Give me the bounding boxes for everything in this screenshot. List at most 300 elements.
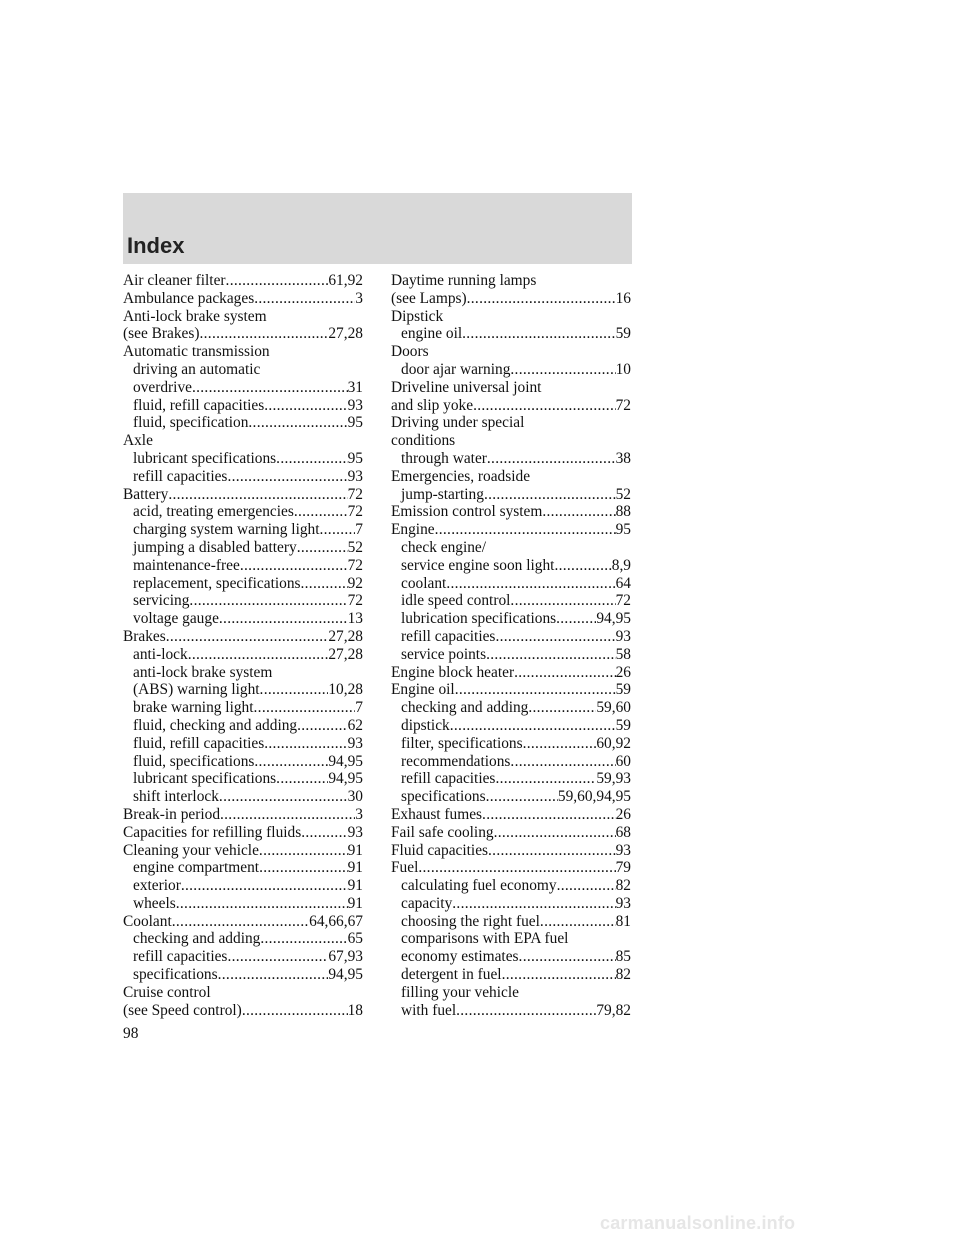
watermark-text: carmanualsonline.info xyxy=(600,1213,796,1233)
index-entry-pages: 95 xyxy=(347,414,363,432)
index-entry xyxy=(123,503,363,521)
index-entry xyxy=(391,557,631,575)
dot-leader xyxy=(467,290,616,308)
dot-leader xyxy=(488,842,616,860)
index-entry-text: economy estimates xyxy=(401,948,519,966)
index-entry-pages: 59,93 xyxy=(596,770,631,788)
index-entry-text: (see Lamps) xyxy=(391,289,467,307)
dot-leader xyxy=(473,397,616,415)
index-entry xyxy=(123,575,363,593)
index-entry xyxy=(391,397,631,415)
dot-leader xyxy=(482,806,616,824)
index-entry xyxy=(391,806,631,824)
index-entry-pages: 16 xyxy=(615,289,631,307)
index-entry xyxy=(391,450,631,468)
index-entry xyxy=(123,948,363,966)
dot-leader xyxy=(435,521,616,539)
index-entry-text: anti-lock brake system xyxy=(133,663,273,681)
index-entry xyxy=(391,664,631,682)
index-column-left xyxy=(123,272,363,1019)
index-entry-text: lubrication specifications xyxy=(401,610,557,628)
index-entry-text: refill capacities xyxy=(133,948,228,966)
index-entry xyxy=(123,895,363,913)
index-entry xyxy=(123,788,363,806)
dot-leader xyxy=(168,486,347,504)
index-entry xyxy=(391,343,631,361)
dot-leader xyxy=(259,842,348,860)
dot-leader xyxy=(227,948,328,966)
index-entry xyxy=(123,859,363,877)
index-entry xyxy=(123,539,363,557)
index-entry xyxy=(391,646,631,664)
dot-leader xyxy=(260,930,347,948)
index-entry xyxy=(391,325,631,343)
index-entry-pages: 27,28 xyxy=(328,645,363,663)
index-entry-text: specifications xyxy=(133,966,218,984)
index-entry xyxy=(391,272,631,290)
index-entry-pages: 94,95 xyxy=(328,752,363,770)
dot-leader xyxy=(254,290,355,308)
index-entry-pages: 59 xyxy=(615,325,631,343)
index-entry-text: capacity xyxy=(401,894,453,912)
index-entry xyxy=(391,753,631,771)
index-entry-text: engine compartment xyxy=(133,859,260,877)
dot-leader xyxy=(523,735,597,753)
index-entry-text: coolant xyxy=(401,574,447,592)
dot-leader xyxy=(166,628,329,646)
index-entry-text: Engine block heater xyxy=(391,663,515,681)
section-header-band xyxy=(123,193,632,264)
index-entry-text: Capacities for refilling fluids xyxy=(123,823,302,841)
dot-leader xyxy=(192,379,348,397)
index-entry-text: and slip yoke xyxy=(391,396,474,414)
index-entry-text: lubricant specifications xyxy=(133,449,277,467)
index-entry-text: engine oil xyxy=(401,325,463,343)
index-entry-text: Fuel xyxy=(391,859,419,877)
index-entry-text: dipstick xyxy=(401,716,450,734)
index-entry xyxy=(391,859,631,877)
index-entry-text: Anti-lock brake system xyxy=(123,307,267,325)
index-entry xyxy=(391,930,631,948)
dot-leader xyxy=(502,966,616,984)
index-entry-text: Emission control system xyxy=(391,503,543,521)
index-entry-pages: 3 xyxy=(355,805,363,823)
dot-leader xyxy=(556,610,596,628)
dot-leader xyxy=(264,397,347,415)
index-entry xyxy=(391,842,631,860)
index-entry xyxy=(123,966,363,984)
dot-leader xyxy=(510,361,615,379)
index-entry-pages: 94,95 xyxy=(328,770,363,788)
index-entry-pages: 94,95 xyxy=(596,610,631,628)
dot-leader xyxy=(297,539,348,557)
index-entry xyxy=(123,842,363,860)
index-entry-pages: 91 xyxy=(347,877,363,895)
index-entry-pages: 72 xyxy=(347,556,363,574)
index-entry-pages: 10 xyxy=(615,360,631,378)
index-entry-pages: 79,82 xyxy=(596,1001,631,1019)
index-entry xyxy=(123,1002,363,1020)
index-entry xyxy=(123,646,363,664)
index-entry-text: Emergencies, roadside xyxy=(391,467,531,485)
index-entry-text: voltage gauge xyxy=(133,610,219,628)
dot-leader xyxy=(200,325,329,343)
index-entry-pages: 72 xyxy=(347,485,363,503)
index-entry-text: (see Brakes) xyxy=(123,325,200,343)
index-entry xyxy=(391,521,631,539)
dot-leader xyxy=(254,699,356,717)
dot-leader xyxy=(297,717,347,735)
index-entry-text: overdrive xyxy=(133,378,192,396)
index-entry xyxy=(123,877,363,895)
index-entry-pages: 7 xyxy=(355,521,363,539)
dot-leader xyxy=(240,557,348,575)
index-entry-text: Air cleaner filter xyxy=(123,272,226,289)
index-entry-text: Fluid capacities xyxy=(391,841,489,859)
index-entry-text: charging system warning light xyxy=(133,521,320,539)
index-entry xyxy=(123,272,363,290)
index-entry xyxy=(391,1002,631,1020)
index-entry-text: Ambulance packages xyxy=(123,289,255,307)
index-entry-text: Brakes xyxy=(123,627,166,645)
index-entry-text: fluid, refill capacities xyxy=(133,734,265,752)
dot-leader xyxy=(452,895,615,913)
index-entry-pages: 95 xyxy=(615,521,631,539)
index-entry-text: filling your vehicle xyxy=(401,983,519,1001)
dot-leader xyxy=(510,753,615,771)
dot-leader xyxy=(172,913,309,931)
dot-leader xyxy=(450,717,616,735)
index-entry xyxy=(123,984,363,1002)
index-entry-text: (see Speed control) xyxy=(123,1001,242,1019)
index-entry-text: Daytime running lamps xyxy=(391,272,537,289)
index-entry-text: Automatic transmission xyxy=(123,343,270,361)
index-entry-pages: 64,66,67 xyxy=(309,912,363,930)
index-entry-pages: 91 xyxy=(347,859,363,877)
index-entry-text: Driving under special xyxy=(391,414,525,432)
index-entry-text: Engine oil xyxy=(391,681,455,699)
dot-leader xyxy=(484,486,616,504)
index-entry-text: with fuel xyxy=(401,1001,457,1019)
index-entry xyxy=(123,361,363,379)
index-entry-text: service engine soon light xyxy=(401,556,555,574)
index-entry-text: maintenance-free xyxy=(133,556,240,574)
index-entry xyxy=(123,913,363,931)
index-entry-pages: 59 xyxy=(615,716,631,734)
index-entry xyxy=(123,397,363,415)
index-entry-text: replacement, specifications xyxy=(133,574,301,592)
dot-leader xyxy=(418,859,615,877)
index-entry xyxy=(391,735,631,753)
index-entry xyxy=(123,486,363,504)
section-title: Index xyxy=(127,233,185,258)
index-entry-pages: 60,92 xyxy=(596,734,631,752)
index-entry xyxy=(123,468,363,486)
index-entry-text: Break-in period xyxy=(123,805,221,823)
dot-leader xyxy=(218,966,329,984)
index-entry-text: Exhaust fumes xyxy=(391,805,483,823)
index-entry-text: acid, treating emergencies xyxy=(133,503,294,521)
dot-leader xyxy=(276,770,328,788)
index-entry xyxy=(391,966,631,984)
index-entry xyxy=(391,770,631,788)
page-number: 98 xyxy=(123,1025,139,1042)
index-entry-text: fluid, checking and adding xyxy=(133,716,298,734)
index-entry xyxy=(391,948,631,966)
index-entry-pages: 93 xyxy=(615,627,631,645)
dot-leader xyxy=(494,824,616,842)
index-entry-pages: 93 xyxy=(615,894,631,912)
index-entry xyxy=(391,290,631,308)
index-entry xyxy=(391,877,631,895)
index-entry-pages: 85 xyxy=(615,948,631,966)
dot-leader xyxy=(456,1002,596,1020)
index-entry-text: fluid, refill capacities xyxy=(133,396,265,414)
dot-leader xyxy=(487,450,616,468)
index-entry-text: Driveline universal joint xyxy=(391,378,542,396)
dot-leader xyxy=(301,575,348,593)
dot-leader xyxy=(248,414,347,432)
dot-leader xyxy=(219,610,348,628)
index-entry-text: Dipstick xyxy=(391,307,444,325)
index-entry xyxy=(123,930,363,948)
index-entry-text: servicing xyxy=(133,592,190,610)
dot-leader xyxy=(226,272,329,290)
index-entry-text: fluid, specification xyxy=(133,414,249,432)
dot-leader xyxy=(188,646,329,664)
index-entry-pages: 72 xyxy=(615,592,631,610)
index-entry-pages: 27,28 xyxy=(328,627,363,645)
index-entry-text: comparisons with EPA fuel xyxy=(401,930,569,948)
index-entry xyxy=(391,539,631,557)
index-entry-text: refill capacities xyxy=(401,627,496,645)
dot-leader xyxy=(254,753,328,771)
index-entry xyxy=(123,753,363,771)
index-entry xyxy=(123,699,363,717)
dot-leader xyxy=(176,895,348,913)
index-entry-pages: 72 xyxy=(347,503,363,521)
index-entry xyxy=(123,628,363,646)
dot-leader xyxy=(220,806,355,824)
index-entry-pages: 30 xyxy=(347,788,363,806)
dot-leader xyxy=(519,948,616,966)
dot-leader xyxy=(227,468,347,486)
index-entry-pages: 82 xyxy=(615,877,631,895)
index-entry xyxy=(391,699,631,717)
dot-leader xyxy=(260,681,329,699)
index-entry-text: jumping a disabled battery xyxy=(133,538,297,556)
index-entry xyxy=(391,984,631,1002)
index-entry xyxy=(123,414,363,432)
index-entry-text: jump-starting xyxy=(401,485,484,503)
index-entry-pages: 81 xyxy=(615,912,631,930)
dot-leader xyxy=(294,503,348,521)
index-entry-text: through water xyxy=(401,449,487,467)
index-entry xyxy=(123,664,363,682)
index-entry xyxy=(123,432,363,450)
index-entry-pages: 72 xyxy=(347,592,363,610)
index-entry-pages: 68 xyxy=(615,823,631,841)
index-entry xyxy=(123,824,363,842)
index-entry xyxy=(123,557,363,575)
index-entry-pages: 93 xyxy=(347,396,363,414)
index-entry xyxy=(391,486,631,504)
index-entry xyxy=(123,735,363,753)
index-entry xyxy=(391,610,631,628)
dot-leader xyxy=(219,788,348,806)
index-entry-pages: 26 xyxy=(615,805,631,823)
index-entry-text: choosing the right fuel xyxy=(401,912,540,930)
index-entry-pages: 18 xyxy=(347,1001,363,1019)
index-entry-pages: 93 xyxy=(347,734,363,752)
index-entry xyxy=(391,824,631,842)
index-entry xyxy=(391,681,631,699)
index-entry xyxy=(391,592,631,610)
index-entry-pages: 93 xyxy=(347,467,363,485)
index-entry xyxy=(123,806,363,824)
index-entry-text: driving an automatic xyxy=(133,360,261,378)
index-entry-text: Fail safe cooling xyxy=(391,823,494,841)
index-entry-text: Doors xyxy=(391,343,429,361)
index-entry-pages: 93 xyxy=(347,823,363,841)
dot-leader xyxy=(486,788,558,806)
dot-leader xyxy=(320,521,356,539)
index-entry-text: door ajar warning xyxy=(401,360,511,378)
dot-leader xyxy=(455,681,616,699)
index-entry-pages: 38 xyxy=(615,449,631,467)
index-entry xyxy=(391,432,631,450)
index-entry-pages: 62 xyxy=(347,716,363,734)
dot-leader xyxy=(554,557,611,575)
index-entry-text: recommendations xyxy=(401,752,511,770)
index-entry-text: filter, specifications xyxy=(401,734,523,752)
index-entry-text: Battery xyxy=(123,485,169,503)
index-entry-pages: 10,28 xyxy=(328,681,363,699)
index-entry-pages: 91 xyxy=(347,894,363,912)
index-entry-text: conditions xyxy=(391,432,456,450)
dot-leader xyxy=(181,877,348,895)
index-entry xyxy=(123,343,363,361)
dot-leader xyxy=(462,325,615,343)
dot-leader xyxy=(446,575,615,593)
index-entry xyxy=(123,521,363,539)
index-entry-pages: 60 xyxy=(615,752,631,770)
index-entry xyxy=(391,913,631,931)
index-entry xyxy=(391,628,631,646)
index-entry-text: brake warning light xyxy=(133,699,254,717)
index-entry-text: check engine/ xyxy=(401,538,487,556)
dot-leader xyxy=(486,646,616,664)
dot-leader xyxy=(528,699,596,717)
index-entry-text: Coolant xyxy=(123,912,172,930)
index-entry xyxy=(123,592,363,610)
index-entry-pages: 93 xyxy=(615,841,631,859)
index-entry xyxy=(391,468,631,486)
index-entry xyxy=(391,361,631,379)
dot-leader xyxy=(510,592,615,610)
index-entry-pages: 59 xyxy=(615,681,631,699)
index-entry xyxy=(123,308,363,326)
dot-leader xyxy=(540,913,616,931)
index-entry xyxy=(391,379,631,397)
index-entry-text: wheels xyxy=(133,894,176,912)
dot-leader xyxy=(259,859,348,877)
index-entry-text: service points xyxy=(401,645,487,663)
index-entry-pages: 91 xyxy=(347,841,363,859)
index-entry-text: checking and adding xyxy=(133,930,261,948)
index-column-right xyxy=(391,272,631,1019)
index-entry xyxy=(391,895,631,913)
index-entry-pages: 61,92 xyxy=(328,272,363,289)
index-entry xyxy=(123,610,363,628)
index-entry-pages: 79 xyxy=(615,859,631,877)
index-entry xyxy=(123,681,363,699)
index-entry-pages: 82 xyxy=(615,966,631,984)
index-entry-pages: 94,95 xyxy=(328,966,363,984)
index-entry-pages: 31 xyxy=(347,378,363,396)
dot-leader xyxy=(264,735,347,753)
index-entry-text: detergent in fuel xyxy=(401,966,502,984)
index-entry xyxy=(391,503,631,521)
index-entry-text: calculating fuel economy xyxy=(401,877,557,895)
index-entry xyxy=(123,450,363,468)
index-entry-pages: 67,93 xyxy=(328,948,363,966)
index-entry-pages: 58 xyxy=(615,645,631,663)
index-entry-pages: 27,28 xyxy=(328,325,363,343)
index-entry-text: Cleaning your vehicle xyxy=(123,841,259,859)
index-entry-text: lubricant specifications xyxy=(133,770,277,788)
index-entry-pages: 64 xyxy=(615,574,631,592)
index-entry xyxy=(391,575,631,593)
index-entry-pages: 92 xyxy=(347,574,363,592)
index-entry xyxy=(123,325,363,343)
dot-leader xyxy=(276,450,347,468)
index-entry-text: refill capacities xyxy=(401,770,496,788)
index-entry xyxy=(391,788,631,806)
dot-leader xyxy=(242,1002,348,1020)
dot-leader xyxy=(514,664,616,682)
index-entry-pages: 59,60,94,95 xyxy=(557,788,631,806)
index-entry-text: fluid, specifications xyxy=(133,752,255,770)
index-entry-pages: 59,60 xyxy=(596,699,631,717)
index-entry-pages: 52 xyxy=(347,538,363,556)
index-entry-pages: 8,9 xyxy=(611,556,631,574)
dot-leader xyxy=(189,592,347,610)
dot-leader xyxy=(301,824,347,842)
dot-leader xyxy=(542,503,615,521)
index-entry xyxy=(391,308,631,326)
index-entry-pages: 88 xyxy=(615,503,631,521)
index-entry-text: specifications xyxy=(401,788,486,806)
index-entry-pages: 3 xyxy=(355,289,363,307)
index-entry-text: Engine xyxy=(391,521,435,539)
index-entry-text: idle speed control xyxy=(401,592,511,610)
dot-leader xyxy=(495,770,596,788)
index-entry-pages: 95 xyxy=(347,449,363,467)
index-entry-text: exterior xyxy=(133,877,181,895)
index-entry-text: Axle xyxy=(123,432,153,450)
index-entry xyxy=(123,290,363,308)
index-entry xyxy=(123,379,363,397)
index-entry-pages: 65 xyxy=(347,930,363,948)
index-entry xyxy=(391,414,631,432)
index-entry-text: (ABS) warning light xyxy=(133,681,260,699)
index-entry-pages: 26 xyxy=(615,663,631,681)
index-entry-text: Cruise control xyxy=(123,983,211,1001)
index-entry-text: refill capacities xyxy=(133,467,228,485)
index-entry-text: anti-lock xyxy=(133,645,188,663)
index-entry-pages: 7 xyxy=(355,699,363,717)
